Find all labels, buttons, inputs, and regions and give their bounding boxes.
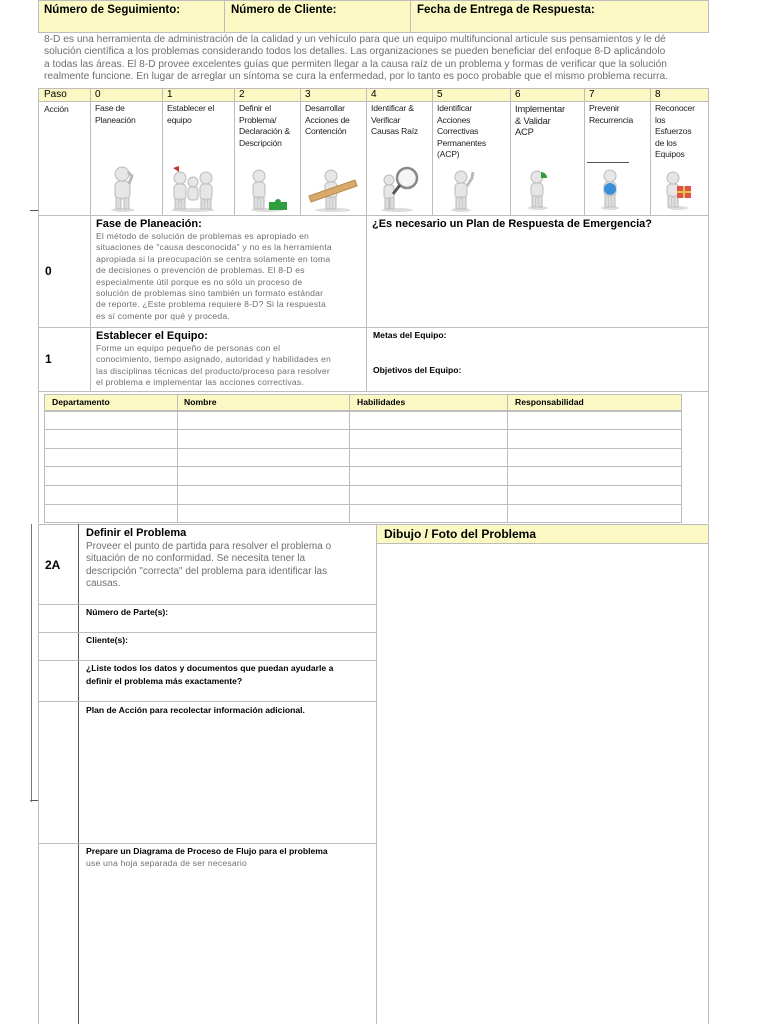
part-numbers-field[interactable] — [79, 619, 376, 632]
step-label-line: (ACP) — [437, 149, 460, 160]
step-label-line: Descripción — [239, 137, 282, 148]
step-label — [585, 103, 650, 126]
lightbulb-icon — [521, 168, 555, 210]
part-numbers-label: Número de Parte(s): — [86, 607, 169, 617]
data-documents-question — [86, 662, 333, 688]
step-label-line: Recurrencia — [589, 114, 634, 125]
step-3 — [301, 88, 366, 216]
desc-line: conocimiento, tiempo asignado, autoridad y habilidades en — [96, 354, 331, 365]
header-divider-2 — [410, 0, 411, 33]
step-label-line: Declaración & — [239, 126, 290, 137]
flow-diagram-note: use una hoja separada de ser necesario — [86, 858, 247, 868]
step-8 — [651, 88, 709, 216]
section-2a-number: 2A — [45, 558, 61, 572]
step-label-line: Correctivas — [437, 126, 479, 137]
step-label — [301, 103, 366, 138]
section-2a-row-line — [38, 843, 376, 844]
step-label-line: Identificar — [437, 103, 473, 113]
desc-line: de reporte. ¿Este problema requiere 8-D? Si la respuesta — [96, 299, 326, 310]
desc-line: las disciplinas técnicas del producto/proceso para resolver — [96, 365, 330, 376]
step-label-line: Verificar — [371, 114, 401, 125]
table-row[interactable] — [44, 505, 682, 523]
team-table-header-responsabilidad: Responsabilidad — [515, 397, 584, 407]
table-row[interactable] — [44, 449, 682, 467]
step-label-line: Acciones — [437, 114, 471, 125]
team-figures-icon — [167, 164, 219, 212]
step-label-line: Planeación — [95, 114, 136, 125]
section-1-number: 1 — [45, 352, 52, 366]
team-table-header-nombre: Nombre — [184, 397, 217, 407]
step-5 — [433, 88, 510, 216]
step-label-line: Contención — [305, 126, 347, 137]
magnifying-glass-icon — [375, 164, 423, 212]
question-line: definir el problema más exactamente? — [86, 676, 243, 686]
action-plan-field[interactable] — [79, 718, 376, 842]
flow-diagram-label: Prepare un Diagrama de Proceso de Flujo para el problema — [86, 846, 328, 856]
step-number: 7 — [589, 89, 595, 100]
step-label — [433, 103, 510, 161]
flow-diagram-area[interactable] — [79, 872, 376, 1022]
emergency-plan-answer-area[interactable] — [367, 232, 708, 327]
step-number: 2 — [239, 89, 245, 100]
desc-line: especialmente útil porque es no sólo un proceso de — [96, 276, 303, 287]
section-0-title: Fase de Planeación: — [96, 218, 202, 230]
desc-line: causas. — [86, 578, 121, 590]
section-0-number: 0 — [45, 264, 52, 278]
step-6 — [511, 88, 584, 216]
step-label-line: Identificar & — [371, 103, 414, 113]
step-label-line: de los — [655, 137, 677, 148]
step-number: 8 — [655, 89, 661, 100]
table-row[interactable] — [44, 486, 682, 505]
desc-line: Proveer el punto de partida para resolver el problema o — [86, 541, 332, 552]
step-4 — [367, 88, 432, 216]
tracking-number-label: Número de Seguimiento: — [44, 4, 181, 16]
intro-line: realmente funcione. En lugar de arreglar un síntoma se cura la enfermedad, por lo tanto es poco probable que el mismo problema recurra. — [44, 71, 669, 83]
desc-line: situación de no conformidad. Se necesita tener la — [86, 553, 306, 565]
drawing-area[interactable] — [377, 545, 708, 1024]
step-label-line: Prevenir — [589, 103, 620, 113]
section-2a-row-line — [38, 701, 376, 702]
desc-line: apropiada si la preocupación se centra solamente en toma — [96, 253, 331, 264]
figure-with-blue-ball-icon — [595, 168, 625, 210]
step-label — [367, 103, 432, 138]
section-2a-title: Definir el Problema — [86, 527, 187, 539]
team-goals-label: Metas del Equipo: — [373, 330, 447, 340]
step-number: 6 — [515, 89, 521, 100]
step-label-line: Reconocer — [655, 103, 695, 113]
intro-paragraph — [44, 34, 704, 84]
question-line: ¿Liste todos los datos y documentos que puedan ayudarle a — [86, 663, 334, 673]
left-tick-mark — [30, 210, 38, 211]
customers-label: Cliente(s): — [86, 635, 129, 645]
team-objectives-label: Objetivos del Equipo: — [373, 365, 462, 375]
right-border-line — [708, 216, 709, 392]
step-label-line: Permanentes — [437, 137, 486, 148]
step-number: 5 — [437, 89, 443, 100]
section-2a-row-line — [38, 660, 376, 661]
section-0-num-divider — [90, 216, 91, 392]
intro-line: a todas las áreas. El 8-D provee excelentes guías que permiten llegar a la causa raíz de un problema y formas de verificar que la solución — [44, 58, 667, 70]
section-2a-left-rule — [31, 524, 32, 802]
step-label — [235, 103, 300, 149]
intro-line: 8-D es una herramienta de administración de la calidad y un vehículo para que un equipo multifuncional articule sus pensamientos y le dé — [44, 34, 666, 45]
step-label-line: los — [655, 114, 666, 125]
step-label — [511, 103, 584, 138]
step-label-line: Desarrollar — [305, 103, 345, 113]
drawing-title: Dibujo / Foto del Problema — [384, 527, 537, 541]
step-7 — [585, 88, 650, 216]
emergency-plan-question: ¿Es necesario un Plan de Respuesta de Emergencia? — [372, 218, 652, 230]
step-label-line: Implementar — [515, 103, 565, 114]
lightbulb-puzzle-icon — [245, 166, 291, 212]
step-label — [91, 103, 162, 126]
step-label-line: equipo — [167, 114, 192, 125]
thinking-figure-icon — [105, 164, 141, 212]
step-7-underline — [587, 162, 629, 163]
section-2a-row-line — [38, 632, 376, 633]
step-label-line: Problema/ — [239, 114, 277, 125]
section-1-title: Establecer el Equipo: — [96, 330, 208, 342]
step-0 — [91, 88, 162, 216]
desc-line: es sí comente por qué y proceda. — [96, 310, 230, 321]
table-row[interactable] — [44, 411, 682, 430]
step-1 — [163, 88, 234, 216]
table-row[interactable] — [44, 467, 682, 486]
paso-label: Paso — [44, 89, 67, 100]
figure-with-gift-icon — [661, 170, 695, 210]
team-table-header-habilidades: Habilidades — [357, 397, 406, 407]
step-label-line: Establecer el — [167, 103, 215, 113]
section-1-desc — [96, 343, 364, 389]
step-label-line: Acciones de — [305, 114, 350, 125]
step-number: 3 — [305, 89, 311, 100]
step-label-line: & Validar — [515, 114, 551, 126]
accion-label: Acción — [44, 104, 69, 114]
step-label-line: Causas Raíz — [371, 126, 418, 137]
step-label — [163, 103, 234, 126]
step-label — [651, 103, 709, 161]
header-divider-1 — [224, 0, 225, 33]
desc-line: el problema e implementar las acciones correctivas. — [96, 377, 304, 388]
step-label-line: Fase de — [95, 103, 125, 113]
step-number: 0 — [95, 89, 101, 100]
desc-line: El método de solución de problemas es apropiado en — [96, 231, 310, 241]
step-number: 1 — [167, 89, 173, 100]
desc-line: Forme un equipo pequeño de personas con el — [96, 343, 281, 353]
step-label-line: ACP — [515, 126, 534, 138]
section-2a-row-line — [38, 604, 376, 605]
step-2 — [235, 88, 300, 216]
step-label-line: Equipos — [655, 149, 685, 160]
desc-line: situaciones de "causa desconocida" y no es la herramienta — [96, 242, 332, 253]
figure-carrying-plank-icon — [307, 166, 359, 212]
desc-line: descripción "correcta" del problema para identificar las — [86, 565, 328, 577]
step-label-line: Definir el — [239, 103, 271, 113]
section-2a-desc — [86, 541, 374, 591]
step-label-line: Esfuerzos — [655, 126, 692, 137]
figure-thumbs-up-icon — [445, 168, 477, 212]
action-plan-label: Plan de Acción para recolectar información adicional. — [86, 705, 305, 715]
desc-line: solución de problemas sino también un formato estándar — [96, 288, 324, 299]
customer-number-label: Número de Cliente: — [231, 4, 337, 16]
delivery-date-label: Fecha de Entrega de Respuesta: — [417, 4, 595, 16]
team-table-header-departamento: Departamento — [52, 397, 110, 407]
section-0-desc — [96, 231, 364, 322]
table-row[interactable] — [44, 430, 682, 449]
step-number: 4 — [371, 89, 377, 100]
customers-field[interactable] — [79, 647, 376, 660]
intro-line: solución científica a los problemas considerando todos los detalles. Las organizaciones se pueden beneficiar del enfoque 8-D aplicándolo — [44, 46, 666, 58]
desc-line: de decisiones o prevención de problemas. El 8-D es — [96, 265, 305, 276]
